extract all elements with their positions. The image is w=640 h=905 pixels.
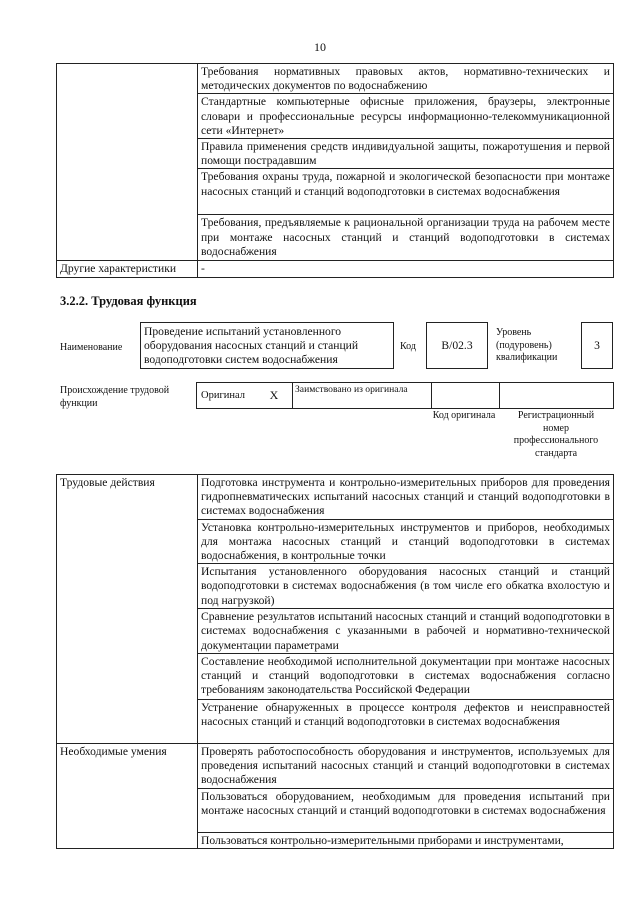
divider	[499, 383, 500, 408]
code-value-box: B/02.3	[426, 322, 488, 369]
origin-box	[196, 382, 614, 409]
other-characteristics-value: -	[198, 261, 614, 277]
required-skills-label: Необходимые умения	[57, 743, 198, 848]
skill-row: Проверять работоспособность оборудования и инструментов, используемых для проведения испытаний насосных станций и станций водоподготовки в системах водоснабжения	[198, 743, 614, 788]
reg-number-caption: Регистрационный номер профессионального стандарта	[513, 410, 599, 459]
original-label: Оригинал	[201, 390, 245, 401]
action-row: Устранение обнаруженных в процессе контроля дефектов и неисправностей насосных станций и станций водоподготовки в системах водоснабжения	[198, 699, 614, 743]
knowledge-row: Правила применения средств индивидуальной защиты, пожаротушения и первой помощи пострадавшим	[198, 139, 614, 169]
action-row: Испытания установленного оборудования насосных станций и станций водоподготовки в системах водоснабжения (в том числе его обкатка вхолостую и под нагрузкой)	[198, 564, 614, 609]
section-title: 3.2.2. Трудовая функция	[60, 294, 197, 308]
knowledge-row: Требования охраны труда, пожарной и экологической безопасности при монтаже насосных станций и станций водоподготовки в системах водоснабжения	[198, 169, 614, 215]
code-label: Код	[400, 341, 416, 352]
knowledge-row: Стандартные компьютерные офисные приложения, браузеры, электронные словари и профессиональные ресурсы информационно-телекоммуникационной сети «Интернет»	[198, 94, 614, 139]
labor-actions-label: Трудовые действия	[57, 475, 198, 744]
borrowed-label: Заимствовано из оригинала	[295, 384, 408, 395]
action-row: Установка контрольно-измерительных инструментов и приборов, необходимых для монтажа насосных станций и станций водоподготовки в системах водоснабжения, в контрольные точки	[198, 519, 614, 564]
level-label: Уровень (подуровень) квалификации	[496, 327, 558, 363]
origin-label: Происхождение трудовой функции	[60, 385, 170, 409]
original-mark: X	[256, 383, 293, 408]
skill-row: Пользоваться оборудованием, необходимым для проведения испытаний при монтаже насосных станций и станций водоподготовки в системах водоснабжения	[198, 788, 614, 832]
empty-label-cell	[57, 64, 198, 261]
level-value-box: 3	[581, 322, 613, 369]
knowledge-row: Требования, предъявляемые к рациональной организации труда на рабочем месте при монтаже насосных станций и станций водоподготовки в системах водоснабжения	[198, 215, 614, 261]
skill-row: Пользоваться контрольно-измерительными приборами и инструментами,	[198, 832, 614, 848]
knowledge-row: Требования нормативных правовых актов, нормативно-технических и методических документов по водоснабжению	[198, 64, 614, 94]
labor-function-table	[56, 474, 614, 849]
action-row: Составление необходимой исполнительной документации при монтаже насосных станций и станций водоподготовки в системах водоснабжения согласно требованиям законодательства Российской Федерации	[198, 653, 614, 699]
page-number: 10	[314, 40, 326, 54]
other-characteristics-label: Другие характеристики	[57, 261, 198, 277]
action-row: Подготовка инструмента и контрольно-измерительных приборов для проведения гидропневматических испытаний насосных станций и станций водоподготовки в системах водоснабжения	[198, 475, 614, 520]
name-label: Наименование	[60, 342, 123, 353]
divider	[431, 383, 432, 408]
action-row: Сравнение результатов испытаний насосных станций и станций водоподготовки в системах водоснабжения с указанными в рабочей и нормативно-технической документации параметрами	[198, 609, 614, 654]
function-name-box: Проведение испытаний установленного оборудования насосных станций и станций водоподготовки систем водоснабжения	[140, 322, 394, 369]
knowledge-table	[56, 63, 614, 278]
code-original-caption: Код оригинала	[432, 410, 496, 421]
